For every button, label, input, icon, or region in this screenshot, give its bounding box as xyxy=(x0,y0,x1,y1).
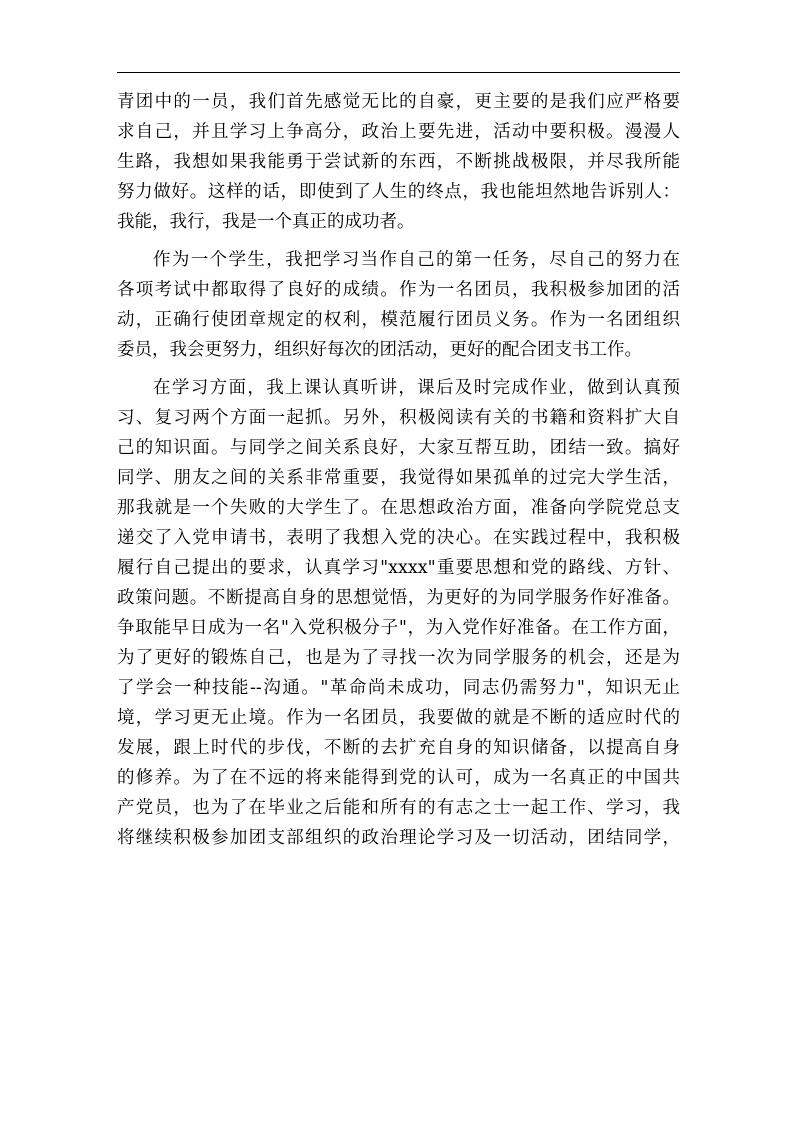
paragraph xyxy=(117,245,680,365)
text-line: 递交了入党申请书，表明了我想入党的决心。在实践过程中，我积极 xyxy=(117,528,680,548)
text-line: 委员，我会更努力，组织好每次的团活动，更好的配合团支书工作。 xyxy=(117,340,642,360)
text-line: 境，学习更无止境。作为一名团员，我要做的就是不断的适应时代的 xyxy=(117,708,680,728)
text-line: 青团中的一员，我们首先感觉无比的自豪，更主要的是我们应严格要 xyxy=(117,92,680,112)
text-line: 作为一个学生，我把学习当作自己的第一任务，尽自己的努力在 xyxy=(153,250,680,270)
text-line: 习、复习两个方面一起抓。另外，积极阅读有关的书籍和资料扩大自 xyxy=(117,408,680,428)
text-line: 我能，我行，我是一个真正的成功者。 xyxy=(117,212,415,232)
text-line: 产党员，也为了在毕业之后能和所有的有志之士一起工作、学习，我 xyxy=(117,798,680,818)
paragraph-gap xyxy=(117,237,680,245)
header-rule xyxy=(117,72,680,73)
paragraph xyxy=(117,87,680,237)
text-line: 求自己，并且学习上争高分，政治上要先进，活动中要积极。漫漫人 xyxy=(117,122,680,142)
text-line: 将继续积极参加团支部组织的政治理论学习及一切活动，团结同学， xyxy=(117,828,680,848)
text-line: 动，正确行使团章规定的权利，模范履行团员义务。作为一名团组织 xyxy=(117,310,680,330)
text-line: 己的知识面。与同学之间关系良好，大家互帮互助，团结一致。搞好 xyxy=(117,438,680,458)
text-line: 在学习方面，我上课认真听讲，课后及时完成作业，做到认真预 xyxy=(153,378,680,398)
body-text xyxy=(117,87,680,853)
text-line: 政策问题。不断提高自身的思想觉悟，为更好的为同学服务作好准备。 xyxy=(117,588,680,608)
text-line: 争取能早日成为一名"入党积极分子"，为入党作好准备。在工作方面， xyxy=(117,618,680,638)
text-line: 各项考试中都取得了良好的成绩。作为一名团员，我积极参加团的活 xyxy=(117,280,680,300)
text-line: 那我就是一个失败的大学生了。在思想政治方面，准备向学院党总支 xyxy=(117,498,680,518)
text-line: 发展，跟上时代的步伐，不断的去扩充自身的知识储备，以提高自身 xyxy=(117,738,680,758)
text-line: 生路，我想如果我能勇于尝试新的东西，不断挑战极限，并尽我所能 xyxy=(117,152,680,172)
text-line: 努力做好。这样的话，即使到了人生的终点，我也能坦然地告诉别人： xyxy=(117,182,680,202)
text-line: 了学会一种技能--沟通。"革命尚未成功，同志仍需努力"，知识无止 xyxy=(117,678,680,698)
text-line: 为了更好的锻炼自己，也是为了寻找一次为同学服务的机会，还是为 xyxy=(117,648,680,668)
paragraph-gap xyxy=(117,365,680,373)
paragraph xyxy=(117,373,680,853)
text-line: 履行自己提出的要求，认真学习"xxxx"重要思想和党的路线、方针、 xyxy=(117,558,680,578)
text-line: 同学、朋友之间的关系非常重要，我觉得如果孤单的过完大学生活， xyxy=(117,468,680,488)
text-line: 的修养。为了在不远的将来能得到党的认可，成为一名真正的中国共 xyxy=(117,768,680,788)
